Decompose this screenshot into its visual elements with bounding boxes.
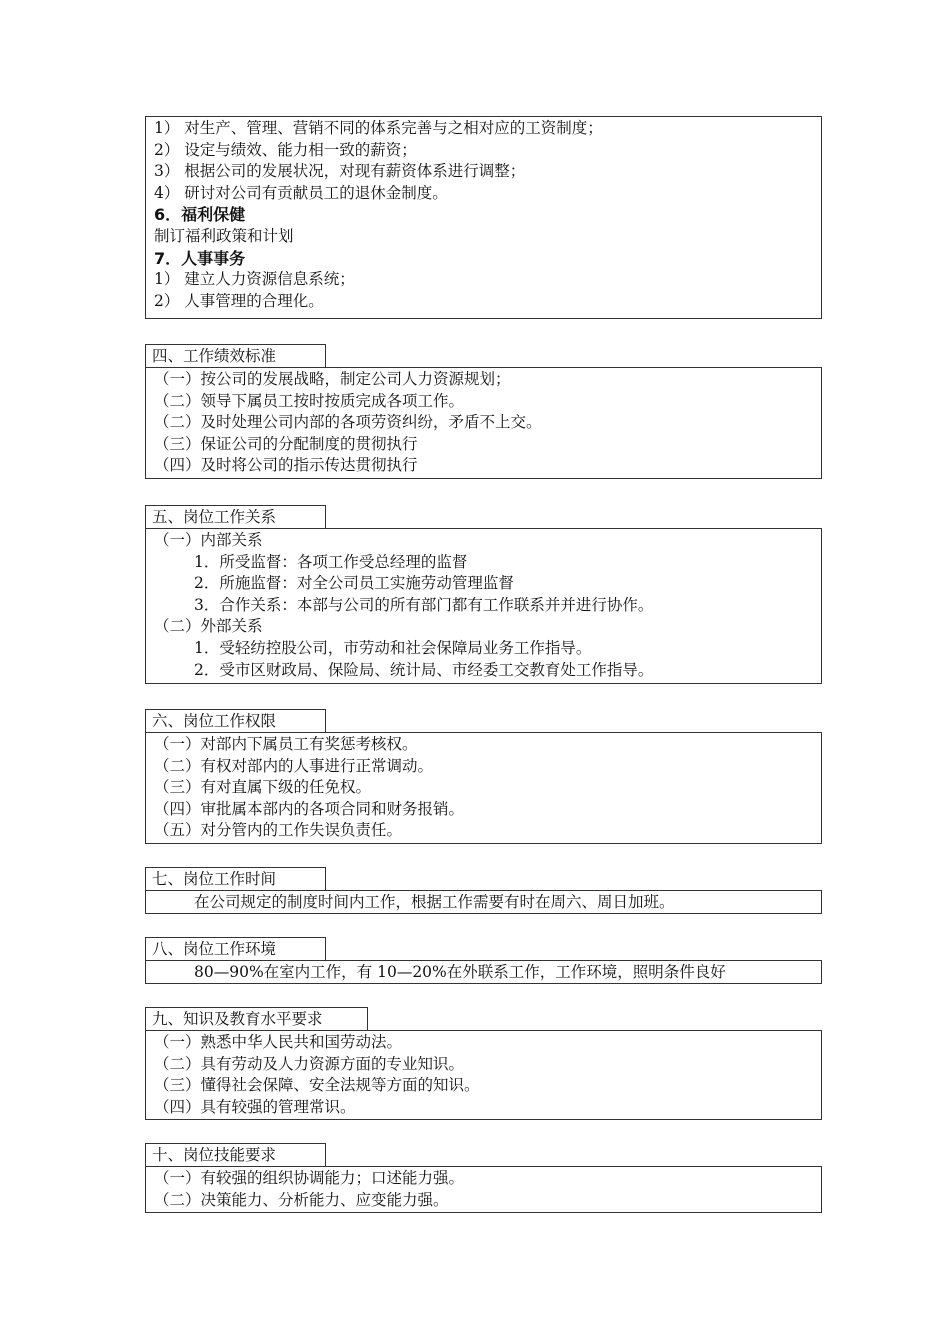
- salary-item: 3） 根据公司的发展状况，对现有薪资体系进行调整；: [154, 162, 526, 181]
- section-title-performance-standards: 四、工作绩效标准: [145, 344, 326, 368]
- list-item: （四）及时将公司的指示传达贯彻执行: [154, 456, 418, 475]
- list-item: （五）对分管内的工作失误负责任。: [154, 821, 403, 840]
- section-title-work-relations: 五、岗位工作关系: [145, 505, 326, 529]
- list-item: （一）熟悉中华人民共和国劳动法。: [154, 1033, 403, 1051]
- work-relations-box: [145, 528, 822, 684]
- salary-item: 2） 设定与绩效、能力相一致的薪资；: [154, 140, 417, 159]
- list-item: （三）懂得社会保障、安全法规等方面的知识。: [154, 1076, 480, 1095]
- section-title-working-hours: 七、岗位工作时间: [145, 867, 326, 891]
- section-title-authority: 六、岗位工作权限: [145, 709, 326, 733]
- hr-affairs-item: 2） 人事管理的合理化。: [154, 291, 324, 310]
- section-title-skill-requirements: 十、岗位技能要求: [145, 1143, 326, 1167]
- salary-item: 1） 对生产、管理、营销不同的体系完善与之相对应的工资制度；: [154, 119, 603, 137]
- working-hours-text: 在公司规定的制度时间内工作，根据工作需要有时在周六、周日加班。: [194, 893, 675, 911]
- work-environment-box: [145, 960, 822, 984]
- welfare-heading: 6．福利保健: [154, 205, 246, 225]
- hr-affairs-item: 1） 建立人力资源信息系统；: [154, 270, 355, 289]
- list-item: 2．受市区财政局、保险局、统计局、市经委工交教育处工作指导。: [194, 660, 654, 679]
- list-item: （三）有对直属下级的任免权。: [154, 778, 372, 797]
- authority-box: [145, 732, 822, 844]
- list-item: （二）及时处理公司内部的各项劳资纠纷，矛盾不上交。: [154, 413, 542, 432]
- work-environment-text: 80—90%在室内工作，有 10—20%在外联系工作，工作环境，照明条件良好: [194, 963, 726, 981]
- welfare-text: 制订福利政策和计划: [154, 226, 294, 245]
- section-title-knowledge-education: 九、知识及教育水平要求: [145, 1007, 368, 1031]
- hr-affairs-heading: 7．人事事务: [154, 248, 246, 268]
- list-item: 2．所施监督：对全公司员工实施劳动管理监督: [194, 574, 514, 593]
- list-item: 3．合作关系：本部与公司的所有部门都有工作联系并并进行协作。: [194, 595, 654, 614]
- list-item: （二）决策能力、分析能力、应变能力强。: [154, 1190, 449, 1209]
- performance-standards-box: [145, 367, 822, 479]
- list-item: 1．受轻纺控股公司，市劳动和社会保障局业务工作指导。: [194, 638, 592, 657]
- knowledge-education-box: [145, 1030, 822, 1120]
- salary-welfare-box: [145, 116, 822, 319]
- list-item: （二）具有劳动及人力资源方面的专业知识。: [154, 1054, 465, 1073]
- list-item: （二）有权对部内的人事进行正常调动。: [154, 756, 434, 775]
- list-item: （一）按公司的发展战略，制定公司人力资源规划；: [154, 370, 511, 388]
- list-item: （四）审批属本部内的各项合同和财务报销。: [154, 799, 465, 818]
- working-hours-box: [145, 890, 822, 914]
- skill-requirements-box: [145, 1166, 822, 1213]
- list-item: （三）保证公司的分配制度的贯彻执行: [154, 434, 418, 453]
- list-item: （四）具有较强的管理常识。: [154, 1097, 356, 1116]
- salary-item: 4） 研讨对公司有贡献员工的退休金制度。: [154, 183, 448, 202]
- list-item: 1．所受监督：各项工作受总经理的监督: [194, 552, 468, 571]
- external-relations-heading: （二）外部关系: [154, 617, 263, 636]
- list-item: （一）有较强的组织协调能力；口述能力强。: [154, 1169, 465, 1187]
- list-item: （一）对部内下属员工有奖惩考核权。: [154, 735, 418, 753]
- section-title-work-environment: 八、岗位工作环境: [145, 937, 326, 961]
- internal-relations-heading: （一）内部关系: [154, 531, 263, 549]
- list-item: （二）领导下属员工按时按质完成各项工作。: [154, 391, 465, 410]
